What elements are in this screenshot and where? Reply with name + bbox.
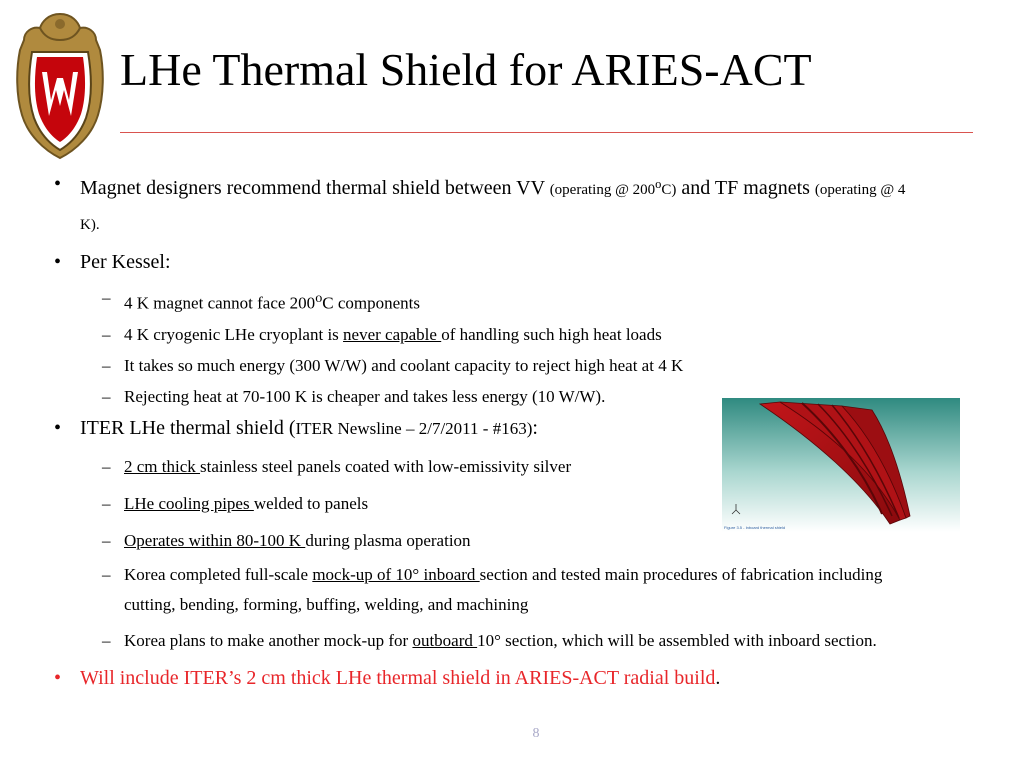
thermal-shield-figure (722, 398, 960, 532)
sub-bullet: – 4 K magnet cannot face 200$^o$C components (102, 288, 421, 313)
figure-caption: Figure 3.5 - Inboard thermal shield (724, 525, 786, 530)
sub-bullet: – Operates within 80-100 K during plasma operation (102, 530, 471, 550)
sub-bullet: – LHe cooling pipes welded to panels (102, 493, 369, 513)
sub-bullet: – Korea completed full-scale mock-up of 10° inboard section and tested main procedures of fabrication including cutting, bending, forming, buffing, welding, and machining (102, 564, 883, 614)
bullet-aries-act: • Will include ITER’s 2 cm thick LHe thermal shield in ARIES-ACT radial build. (54, 662, 954, 695)
bullet-text: Per Kessel: (80, 251, 171, 273)
bullet-mark: • (54, 416, 62, 439)
bullet-text: Magnet designers recommend thermal shield between VV (80, 177, 550, 199)
sub-bullet: – Korea plans to make another mock-up for outboard 10° section, which will be assembled with inboard section. (102, 630, 877, 650)
sub-bullet: – Rejecting heat at 70-100 K is cheaper and takes less energy (10 W/W). (102, 386, 606, 406)
university-wisconsin-crest-icon (10, 10, 110, 160)
bullet-mark: • (54, 666, 62, 689)
slide-title: LHe Thermal Shield for ARIES-ACT (120, 44, 812, 95)
bullet-iter-shield: • ITER LHe thermal shield (ITER Newsline – 2/7/2011 - #163): (54, 412, 954, 445)
university-crest-logo (10, 10, 110, 160)
sub-bullet: – 4 K cryogenic LHe cryoplant is never capable of handling such high heat loads (102, 324, 662, 344)
sub-bullet: – It takes so much energy (300 W/W) and coolant capacity to reject high heat at 4 K (102, 355, 684, 375)
bullet-note: (operating @ 200$^o$C) (549, 177, 677, 198)
thermal-shield-render (722, 398, 960, 532)
page-number: 8 (532, 726, 540, 741)
bullet-note: (operating @ 4 K). (80, 182, 906, 233)
sub-bullet: – 2 cm thick stainless steel panels coated with low-emissivity silver (102, 456, 572, 476)
bullet-mark: • (54, 251, 62, 273)
title-divider (120, 132, 973, 133)
bullet-mark: • (54, 173, 62, 195)
bullet-magnet-designers (54, 168, 920, 242)
bullet-per-kessel (54, 246, 954, 279)
bullet-text: and TF magnets (676, 177, 815, 199)
